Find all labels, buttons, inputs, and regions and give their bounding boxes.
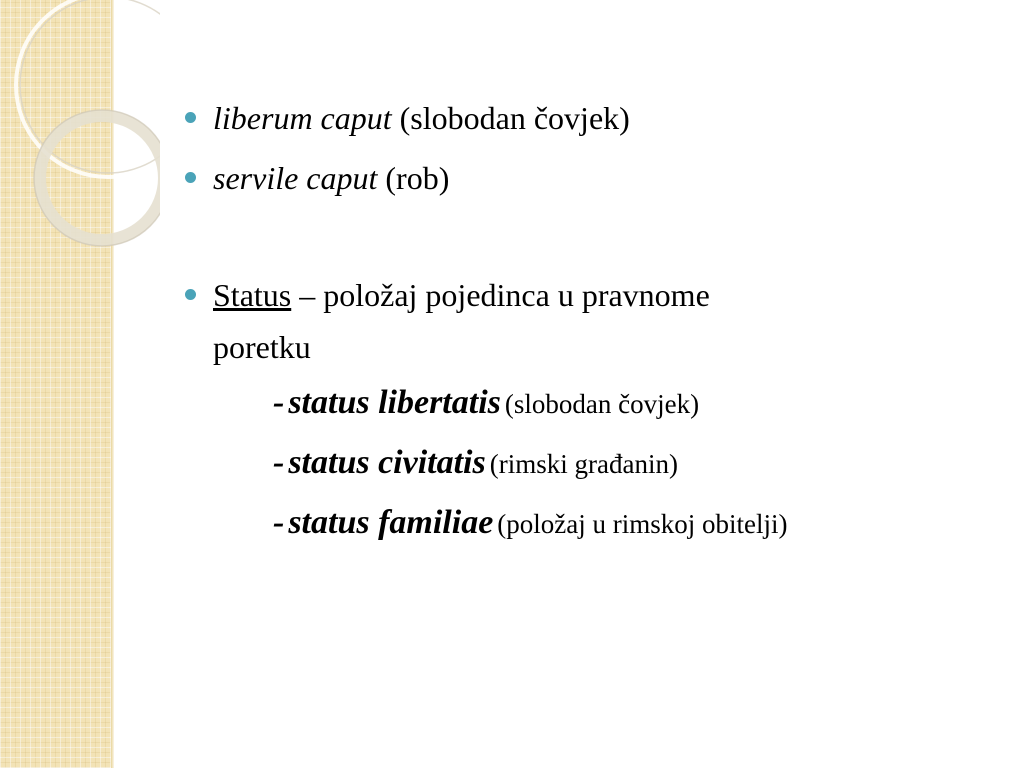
decorative-circle-large: [16, 0, 160, 177]
sub-item-term: status civitatis: [288, 444, 486, 481]
sub-item-dash: -: [273, 444, 285, 481]
spacer: [183, 204, 983, 269]
status-definition-line2: poretku: [213, 329, 311, 365]
decorative-circles: [0, 0, 160, 260]
sub-item-term: status familiae: [288, 504, 494, 541]
gloss-servile-caput: (rob): [385, 160, 450, 196]
slide-content: [183, 92, 983, 553]
bullet-dot-icon: [185, 289, 196, 300]
bullet-dot-icon: [185, 172, 196, 183]
sub-item-note: (rimski građanin): [489, 449, 678, 479]
bullet-status: [183, 269, 983, 373]
status-definition-line1: – položaj pojedinca u pravnome: [299, 277, 710, 313]
sub-item-dash: -: [273, 504, 285, 541]
gloss-liberum-caput: (slobodan čovjek): [399, 100, 630, 136]
sub-item-status-civitatis: [183, 433, 983, 493]
sub-item-term: status libertatis: [288, 384, 501, 421]
sub-item-note: (slobodan čovjek): [504, 389, 700, 419]
bullet-servile-caput: [183, 152, 983, 204]
term-servile-caput: servile caput: [213, 160, 378, 196]
bullet-dot-icon: [185, 112, 196, 123]
sub-item-status-familiae: [183, 493, 983, 553]
term-liberum-caput: liberum caput: [213, 100, 392, 136]
status-word: Status: [213, 277, 292, 313]
sub-item-dash: -: [273, 384, 285, 421]
bullet-liberum-caput: [183, 92, 983, 144]
sub-item-status-libertatis: [183, 373, 983, 433]
sub-item-note: (položaj u rimskoj obitelji): [497, 509, 788, 539]
